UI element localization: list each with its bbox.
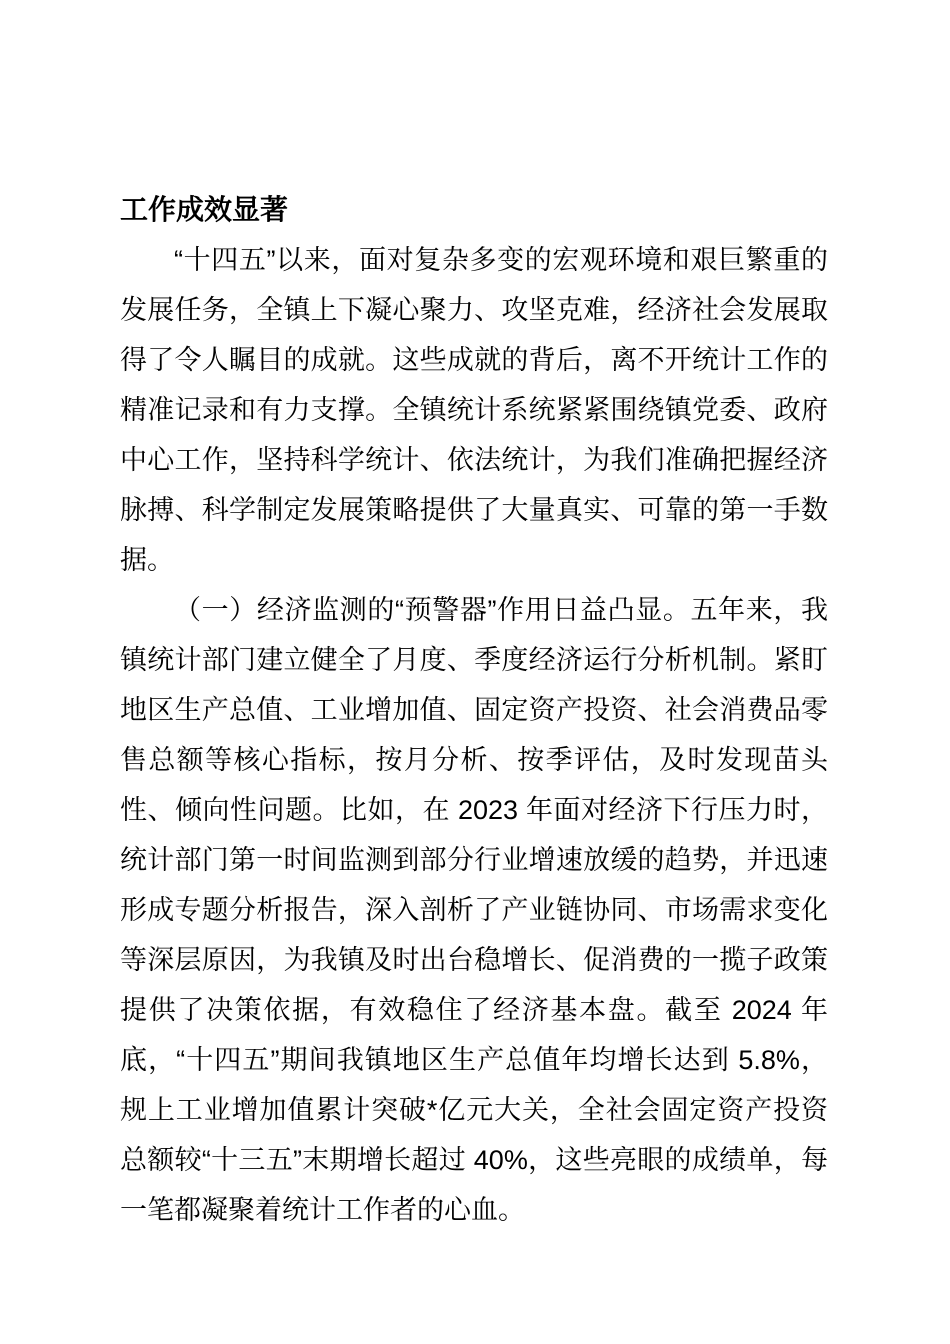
paragraph-item-one: （一）经济监测的“预警器”作用日益凸显。五年来，我镇统计部门建立健全了月度、季度经济运行分析机制。紧盯地区生产总值、工业增加值、固定资产投资、社会消费品零售总额等核心指标，按月分析、按季评估，及时发现苗头性、倾向性问题。比如，在 2023 年面对经济下行压力时，统计部门第一时间监测到部分行业增速放缓的趋势，并迅速形成专题分析报告，深入剖析了产业链协同、市场需求变化等深层原因，为我镇及时出台稳增长、促消费的一揽子政策提供了决策依据，有效稳住了经济基本盘。截至 2024 年底，“十四五”期间我镇地区生产总值年均增长达到 5.8%，规上工业增加值累计突破*亿元大关，全社会固定资产投资总额较“十三五”末期增长超过 40%，这些亮眼的成绩单，每一笔都凝聚着统计工作者的心血。 [120, 595, 828, 1225]
document-page [120, 185, 828, 1235]
paragraph-intro: “十四五”以来，面对复杂多变的宏观环境和艰巨繁重的发展任务，全镇上下凝心聚力、攻坚克难，经济社会发展取得了令人瞩目的成就。这些成就的背后，离不开统计工作的精准记录和有力支撑。全镇统计系统紧紧围绕镇党委、政府中心工作，坚持科学统计、依法统计，为我们准确把握经济脉搏、科学制定发展策略提供了大量真实、可靠的第一手数据。 [120, 245, 828, 575]
section-heading: 工作成效显著 [120, 194, 289, 225]
